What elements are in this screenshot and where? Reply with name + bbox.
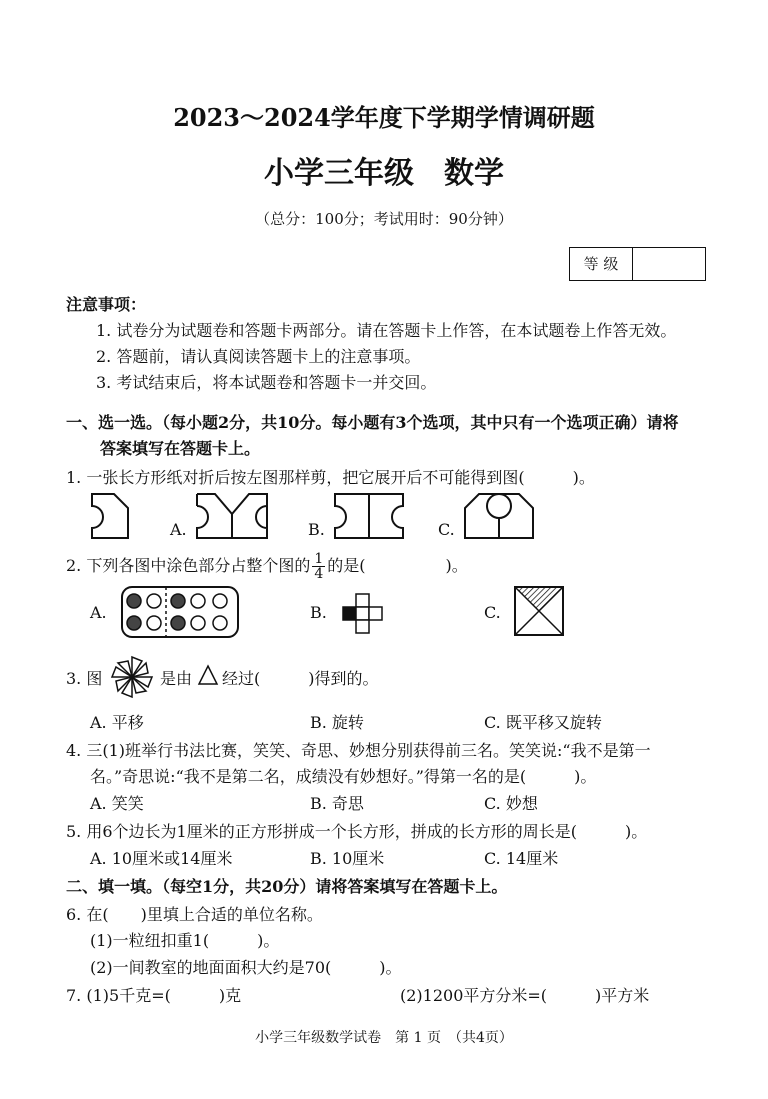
section1-title: 一、选一选。（每小题2分，共10分。每小题有3个选项，其中只有一个选项正确）请将 <box>66 413 679 432</box>
q2-option-b: B. <box>310 603 327 622</box>
q1-option-c-figure <box>463 492 535 540</box>
q1-option-a: A. <box>170 520 187 539</box>
q1-folded-paper-figure <box>90 492 130 540</box>
q3-option-b: B. 旋转 <box>310 713 364 732</box>
q2-text-after: 的是( )。 <box>327 556 468 575</box>
question-4-line1: 4. 三(1)班举行书法比赛，笑笑、奇思、妙想分别获得前三名。笑笑说:“我不是第一 <box>66 741 651 760</box>
q3-option-a: A. 平移 <box>90 713 144 732</box>
question-6: 6. 在( )里填上合适的单位名称。 <box>66 905 323 924</box>
q6-sub-1: (1)一粒纽扣重1( )。 <box>90 931 280 950</box>
note-item-2: 2. 答题前，请认真阅读答题卡上的注意事项。 <box>96 347 421 366</box>
note-item-3: 3. 考试结束后，将本试题卷和答题卡一并交回。 <box>96 373 437 392</box>
q3-pinwheel-figure <box>110 655 154 699</box>
section1-title-cont: 答案填写在答题卡上。 <box>100 439 261 458</box>
notes-heading: 注意事项： <box>66 295 147 314</box>
exam-title: 2023～2024学年度下学期学情调研题 <box>173 103 595 132</box>
q3-option-c: C. 既平移又旋转 <box>484 713 602 732</box>
question-4-line2: 名。”奇思说:“我不是第二名，成绩没有妙想好。”得第一名的是( )。 <box>90 767 597 786</box>
q7-sub-1: 7. (1)5千克=( )克 <box>66 986 242 1005</box>
exam-subtitle: 小学三年级 数学 <box>264 156 504 191</box>
q3-triangle-figure <box>197 664 219 686</box>
grade-label: 等 级 <box>570 248 633 280</box>
q7-sub-2: (2)1200平方分米=( )平方米 <box>400 986 650 1005</box>
exam-meta: （总分：100分；考试用时：90分钟） <box>255 210 513 228</box>
q2-option-c: C. <box>484 603 501 622</box>
q2-option-c-square-figure <box>513 585 565 637</box>
question-1: 1. 一张长方形纸对折后按左图那样剪，把它展开后不可能得到图( )。 <box>66 468 595 487</box>
page-footer: 小学三年级数学试卷 第 1 页 （共4页） <box>255 1030 513 1046</box>
q5-option-b: B. 10厘米 <box>310 849 385 868</box>
q3-text-c: 经过( )得到的。 <box>222 669 379 688</box>
q4-option-b: B. 奇思 <box>310 794 364 813</box>
question-5: 5. 用6个边长为1厘米的正方形拼成一个长方形，拼成的长方形的周长是( )。 <box>66 822 648 841</box>
question-2 <box>66 552 468 581</box>
q3-text-b: 是由 <box>160 669 193 688</box>
q1-option-c: C. <box>438 520 455 539</box>
q4-option-a: A. 笑笑 <box>90 794 144 813</box>
q6-sub-2: (2)一间教室的地面面积大约是70( )。 <box>90 958 402 977</box>
q2-option-a: A. <box>90 603 107 622</box>
note-item-1: 1. 试卷分为试题卷和答题卡两部分。请在答题卡上作答，在本试题卷上作答无效。 <box>96 321 677 340</box>
q1-option-a-figure <box>195 492 270 540</box>
grade-box <box>569 247 706 281</box>
q3-text-a: 3. 图 <box>66 669 103 688</box>
section2-title: 二、填一填。（每空1分，共20分）请将答案填写在答题卡上。 <box>66 877 508 896</box>
q4-option-c: C. 妙想 <box>484 794 538 813</box>
q5-option-a: A. 10厘米或14厘米 <box>90 849 233 868</box>
q2-fraction-denominator: 4 <box>314 566 324 582</box>
q5-option-c: C. 14厘米 <box>484 849 559 868</box>
q2-fraction <box>312 552 325 581</box>
q2-text-before: 2. 下列各图中涂色部分占整个图的 <box>66 556 311 575</box>
q1-option-b: B. <box>308 520 325 539</box>
q2-option-a-circles-figure <box>120 585 240 640</box>
q2-option-b-cross-figure <box>340 592 388 638</box>
q2-fraction-numerator: 1 <box>314 551 324 567</box>
q1-option-b-figure <box>333 492 405 540</box>
